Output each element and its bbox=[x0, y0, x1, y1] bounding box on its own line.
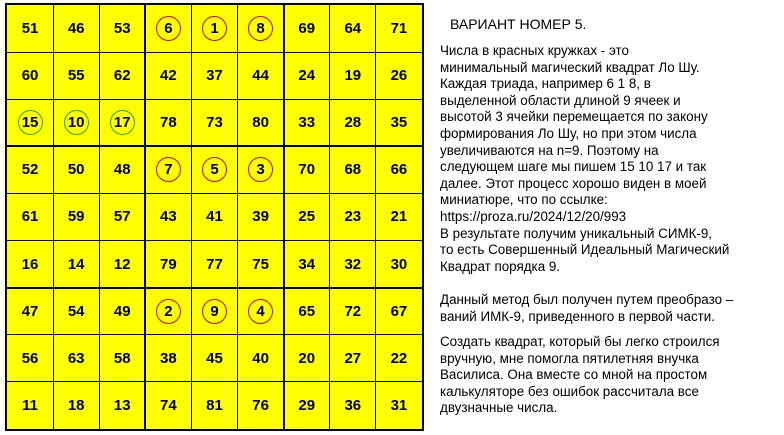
grid-cell: 52 bbox=[21, 161, 39, 179]
variant-heading: ВАРИАНТ НОМЕР 5. bbox=[450, 16, 587, 32]
grid-cell: 58 bbox=[113, 349, 131, 367]
grid-cell: 77 bbox=[206, 255, 223, 273]
grid-cell: 73 bbox=[206, 114, 223, 132]
grid-cell: 23 bbox=[344, 208, 362, 226]
grid-cell: 47 bbox=[21, 302, 39, 320]
grid-cell: 39 bbox=[252, 208, 269, 226]
grid-cell: 55 bbox=[67, 67, 85, 85]
grid-cell: 46 bbox=[67, 20, 85, 38]
grid-cell: 29 bbox=[298, 396, 316, 414]
grid-cell: 45 bbox=[206, 349, 223, 367]
grid-cell: 62 bbox=[113, 67, 131, 85]
grid-cell: 40 bbox=[252, 349, 269, 367]
grid-cell: 53 bbox=[113, 20, 131, 38]
grid-cell: 7 bbox=[164, 161, 173, 179]
grid-cell: 27 bbox=[344, 349, 362, 367]
grid-cell: 2 bbox=[164, 302, 173, 320]
grid-cell: 6 bbox=[164, 20, 173, 38]
grid-cell: 12 bbox=[113, 255, 131, 273]
grid-cell: 80 bbox=[252, 114, 269, 132]
grid-cell: 63 bbox=[67, 349, 85, 367]
grid-cell: 8 bbox=[256, 20, 265, 38]
magic-square-grid bbox=[5, 3, 424, 431]
grid-cell: 37 bbox=[206, 67, 223, 85]
grid-cell: 81 bbox=[206, 396, 223, 414]
grid-cell: 9 bbox=[210, 302, 219, 320]
grid-cell: 42 bbox=[160, 67, 177, 85]
grid-cell: 61 bbox=[21, 208, 39, 226]
grid-cell: 20 bbox=[298, 349, 316, 367]
grid-cell: 11 bbox=[22, 396, 38, 414]
grid-cell: 78 bbox=[160, 114, 177, 132]
grid-cell: 59 bbox=[67, 208, 85, 226]
grid-cell: 43 bbox=[160, 208, 177, 226]
grid-cell: 24 bbox=[298, 67, 316, 85]
grid-cell: 32 bbox=[344, 255, 362, 273]
grid-cell: 79 bbox=[160, 255, 177, 273]
grid-cell: 31 bbox=[390, 396, 408, 414]
grid-cell: 74 bbox=[160, 396, 177, 414]
grid-cell: 3 bbox=[256, 161, 265, 179]
description-paragraph-1: Числа в красных кружках - это минимальный магический квадрат Ло Шу. Каждая триада, например 6 1 8, в выделенной области длиной 9 ячеек и высотой 3 ячейки перемещается по закону формирования Ло Шу, но при этом числа увеличиваются на n=9. Поэтому на следующем шаге мы пишем 15 10 17 и так далее. Этот процесс хорошо виден в моей миниатюре, что по ссылке: https://proza.ru/2024/12/20/993 В результате получим уникальный СИМК-9, то есть Совершенный Идеальный Магический Квадрат порядка 9. bbox=[440, 43, 730, 274]
grid-cell: 36 bbox=[344, 396, 362, 414]
grid-cell: 35 bbox=[390, 114, 408, 132]
grid-cell: 50 bbox=[67, 161, 85, 179]
grid-cell: 26 bbox=[390, 67, 408, 85]
grid-cell: 18 bbox=[67, 396, 85, 414]
grid-cell: 28 bbox=[344, 114, 362, 132]
grid-cell: 15 bbox=[21, 114, 39, 132]
grid-cell: 10 bbox=[67, 114, 85, 132]
grid-cell: 57 bbox=[113, 208, 131, 226]
grid-cell: 13 bbox=[113, 396, 131, 414]
grid-cell: 65 bbox=[298, 302, 316, 320]
grid-cell: 34 bbox=[298, 255, 316, 273]
grid-cell: 4 bbox=[256, 302, 265, 320]
grid-cell: 67 bbox=[390, 302, 408, 320]
grid-cell: 60 bbox=[21, 67, 39, 85]
grid-cell: 75 bbox=[252, 255, 269, 273]
grid-cell: 19 bbox=[344, 67, 362, 85]
grid-cell: 38 bbox=[160, 349, 177, 367]
grid-cell: 1 bbox=[210, 20, 219, 38]
grid-cell: 44 bbox=[252, 67, 269, 85]
grid-cell: 21 bbox=[390, 208, 408, 226]
grid-cell: 51 bbox=[21, 20, 39, 38]
grid-cell: 70 bbox=[298, 161, 316, 179]
grid-cell: 33 bbox=[298, 114, 316, 132]
grid-cell: 68 bbox=[344, 161, 362, 179]
grid-cell: 17 bbox=[113, 114, 131, 132]
grid-cell: 56 bbox=[21, 349, 39, 367]
grid-cell: 49 bbox=[113, 302, 131, 320]
grid-cell: 30 bbox=[390, 255, 408, 273]
grid-cell: 71 bbox=[390, 20, 408, 38]
grid-cell: 72 bbox=[344, 302, 362, 320]
grid-cell: 76 bbox=[252, 396, 269, 414]
description-paragraph-3: Создать квадрат, который бы легко строился вручную, мне помогла пятилетняя внучка Василиса. Она вместе со мной на простом калькуляторе без ошибок рассчитала все двузначные числа. bbox=[440, 334, 720, 416]
grid-cell: 22 bbox=[390, 349, 408, 367]
grid-cell: 64 bbox=[344, 20, 362, 38]
description-paragraph-2: Данный метод был получен путем преобразо – ваний ИМК-9, приведенного в первой части. bbox=[440, 292, 734, 324]
grid-cell: 69 bbox=[298, 20, 316, 38]
grid-cell: 16 bbox=[21, 255, 39, 273]
grid-cell: 41 bbox=[206, 208, 223, 226]
grid-cell: 5 bbox=[210, 161, 219, 179]
grid-cell: 25 bbox=[298, 208, 316, 226]
grid-cell: 54 bbox=[67, 302, 85, 320]
grid-cell: 66 bbox=[390, 161, 408, 179]
grid-cell: 14 bbox=[67, 255, 85, 273]
grid-cell: 48 bbox=[113, 161, 131, 179]
